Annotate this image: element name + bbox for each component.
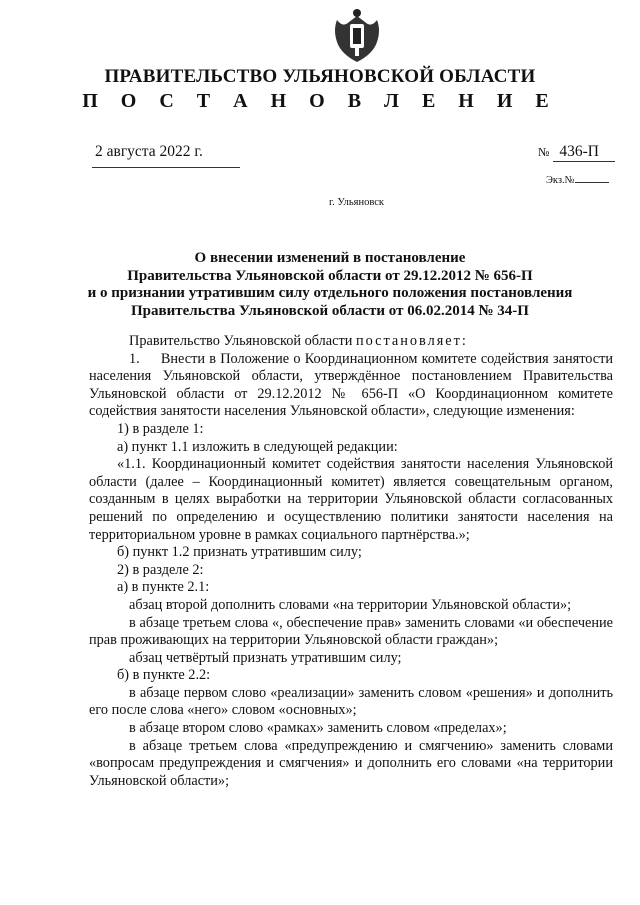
date-underline bbox=[92, 167, 240, 168]
intro-paragraph bbox=[89, 333, 613, 351]
body-paragraph: а) в пункте 2.1: bbox=[117, 579, 210, 596]
document-body bbox=[89, 333, 613, 790]
heading-line: и о признании утратившим силу отдельного положения постановления bbox=[87, 285, 573, 301]
body-paragraph: в абзаце третьем слова «, обеспечение прав» заменить словами «и обеспечение прав проживающих на территории Ульяновской области граждан»; bbox=[89, 614, 613, 649]
copy-number bbox=[546, 175, 609, 186]
heading-line: Правительства Ульяновской области от 06.02.2014 № 34-П bbox=[131, 302, 529, 319]
body-paragraph: 1. Внести в Положение о Координационном комитете содействия занятости населения Ульяновской области, утверждённое постановлением Правительства Ульяновской области от 29.12.2012 № 656-П «О Координационном комитете содействия занятости населения Ульяновской области», следующие изменения: bbox=[89, 350, 613, 420]
document-date: 2 августа 2022 г. bbox=[95, 143, 203, 160]
copy-number-blank bbox=[575, 182, 609, 183]
body-paragraph: а) пункт 1.1 изложить в следующей редакции: bbox=[117, 438, 398, 455]
coat-of-arms-emblem bbox=[331, 6, 383, 66]
body-paragraph: абзац четвёртый признать утратившим силу; bbox=[129, 649, 402, 666]
body-paragraph: 1) в разделе 1: bbox=[117, 420, 204, 437]
document-heading bbox=[60, 250, 600, 320]
copy-label: Экз.№ bbox=[546, 175, 575, 186]
document-number-block bbox=[538, 143, 615, 162]
heading-line: О внесении изменений в постановление bbox=[194, 250, 466, 266]
intro-subject: Правительство Ульяновской области bbox=[129, 333, 353, 349]
document-type: П О С Т А Н О В Л Е Н И Е bbox=[82, 90, 558, 112]
heading-line: Правительства Ульяновской области от 29.12.2012 № 656-П bbox=[127, 267, 533, 284]
body-paragraph: абзац второй дополнить словами «на территории Ульяновской области»; bbox=[129, 596, 572, 613]
body-paragraph: б) пункт 1.2 признать утратившим силу; bbox=[117, 544, 362, 561]
body-paragraph: «1.1. Координационный комитет содействия занятости населения Ульяновской области (далее – Координационный комитет) является совещательным органом, созданным в целях выработки на территории Ульяновской области согласованных решений по определению и осуществлению политики занятости населения на территориальном уровне в рамках социального партнёрства.»; bbox=[89, 456, 613, 543]
body-paragraph: в абзаце первом слово «реализации» заменить словом «решения» и дополнить его после слова «него» словом «основных»; bbox=[89, 684, 613, 719]
number-sign: № bbox=[538, 145, 550, 159]
body-paragraph: в абзаце втором слово «рамках» заменить словом «пределах»; bbox=[129, 720, 507, 737]
city: г. Ульяновск bbox=[328, 197, 384, 208]
document-number: 436-П bbox=[553, 143, 615, 162]
body-paragraph: в абзаце третьем слова «предупреждению и смягчению» заменить словами «вопросам предупреждения и смягчения» и дополнить его словами «на территории Ульяновской области»; bbox=[89, 737, 613, 789]
intro-verb: постановляет: bbox=[355, 333, 468, 349]
body-paragraph: 2) в разделе 2: bbox=[117, 561, 204, 578]
government-name: ПРАВИТЕЛЬСТВО УЛЬЯНОВСКОЙ ОБЛАСТИ bbox=[104, 66, 536, 87]
body-paragraph: б) в пункте 2.2: bbox=[117, 667, 211, 684]
